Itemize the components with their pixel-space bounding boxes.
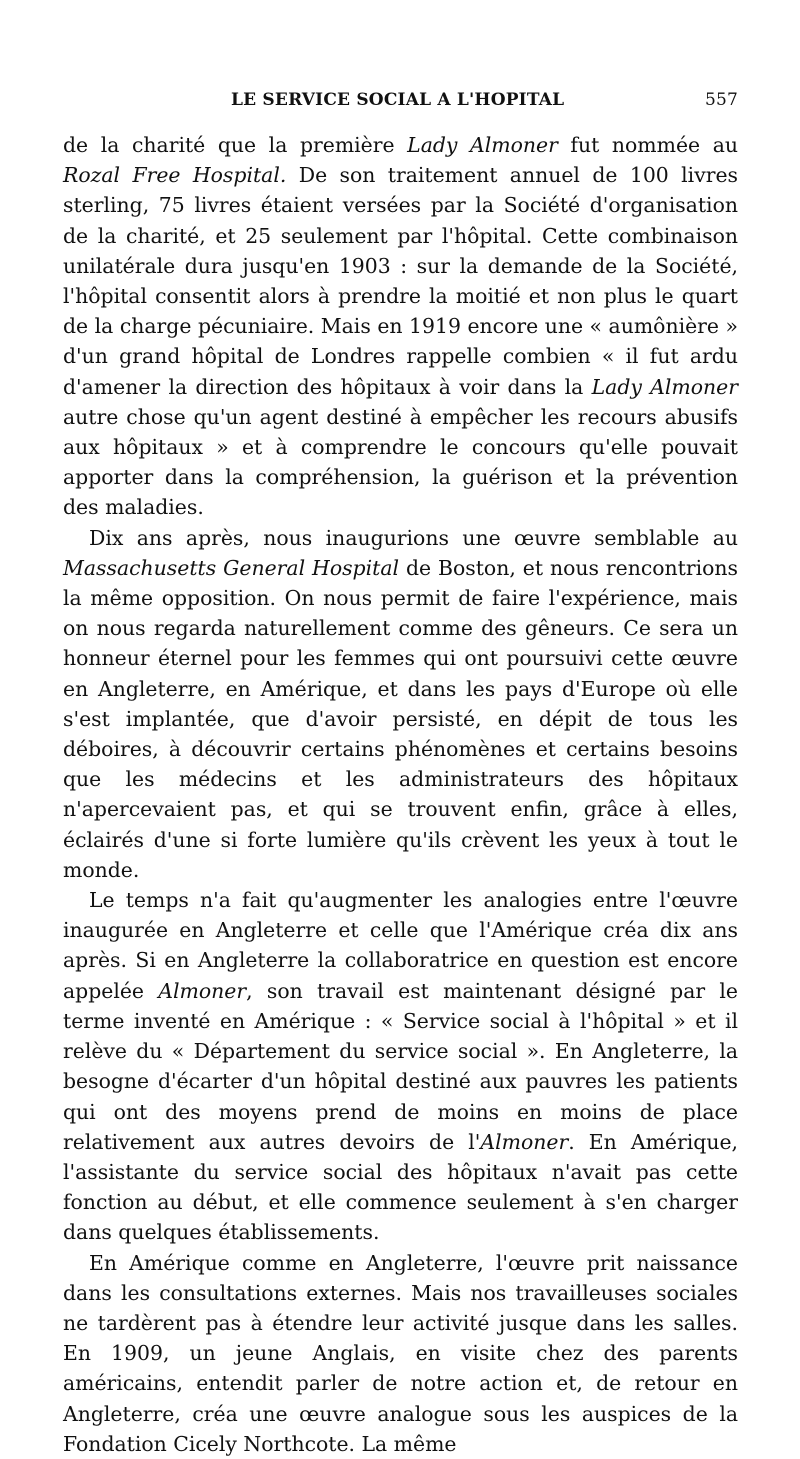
paragraph-3: Le temps n'a fait qu'augmenter les analogies entre l'œuvre inaugurée en Angleterre et celle que l'Amérique créa dix ans après. Si en Angleterre la collaboratrice en question est encore appelée Almoner, son travail est maintenant désigné par le terme inventé en Amérique : « Service social à l'hôpital » et il relève du « Département du service social ». En Angleterre, la besogne d'écarter d'un hôpital destiné aux pauvres les patients qui ont des moyens prend de moins en moins de place relativement aux autres devoirs de l'Almoner. En Amérique, l'assistante du service social des hôpitaux n'avait pas cette fonction au début, et elle commence seulement à s'en charger dans quelques établissements. bbox=[63, 888, 738, 1245]
body-text bbox=[63, 130, 738, 1459]
paragraph-4: En Amérique comme en Angleterre, l'œuvre prit naissance dans les consultations externes. Mais nos travailleuses sociales ne tardèrent pas à étendre leur activité jusque dans les salles. En 1909, un jeune Anglais, en visite chez des parents américains, entendit parler de notre action et, de retour en Angleterre, créa une œuvre analogue sous les auspices de la Fondation Cicely Northcote. La même bbox=[63, 1250, 738, 1456]
paragraph-1: de la charité que la première Lady Almoner fut nommée au Rozal Free Hospital. De son traitement annuel de 100 livres sterling, 75 livres étaient versées par la Société d'organisation de la charité, et 25 seulement par l'hôpital. Cette combinaison unilatérale dura jusqu'en 1903 : sur la demande de la Société, l'hôpital consentit alors à prendre la moitié et non plus le quart de la charge pécuniaire. Mais en 1919 encore une « aumônière » d'un grand hôpital de Londres rappelle combien « il fut ardu d'amener la direction des hôpitaux à voir dans la Lady Almoner autre chose qu'un agent destiné à empêcher les recours abusifs aux hôpitaux » et à comprendre le concours qu'elle pouvait apporter dans la compréhension, la guérison et la prévention des maladies. bbox=[63, 133, 739, 520]
book-page bbox=[63, 84, 738, 1459]
paragraph-2: Dix ans après, nous inaugurions une œuvre semblable au Massachusetts General Hospital de Boston, et nous rencontrions la même opposition. On nous permit de faire l'expérience, mais on nous regarda naturellement comme des gêneurs. Ce sera un honneur éternel pour les femmes qui ont poursuivi cette œuvre en Angleterre, en Amérique, et dans les pays d'Europe où elle s'est implantée, que d'avoir persisté, en dépit de tous les déboires, à découvrir certains phénomènes et certains besoins que les médecins et les administrateurs des hôpitaux n'apercevaient pas, et qui se trouvent enfin, grâce à elles, éclairés d'une si forte lumière qu'ils crèvent les yeux à tout le monde. bbox=[63, 525, 738, 882]
page-number: 557 bbox=[704, 90, 738, 110]
running-header bbox=[63, 84, 738, 116]
running-title: LE SERVICE SOCIAL A L'HOPITAL bbox=[231, 90, 565, 110]
